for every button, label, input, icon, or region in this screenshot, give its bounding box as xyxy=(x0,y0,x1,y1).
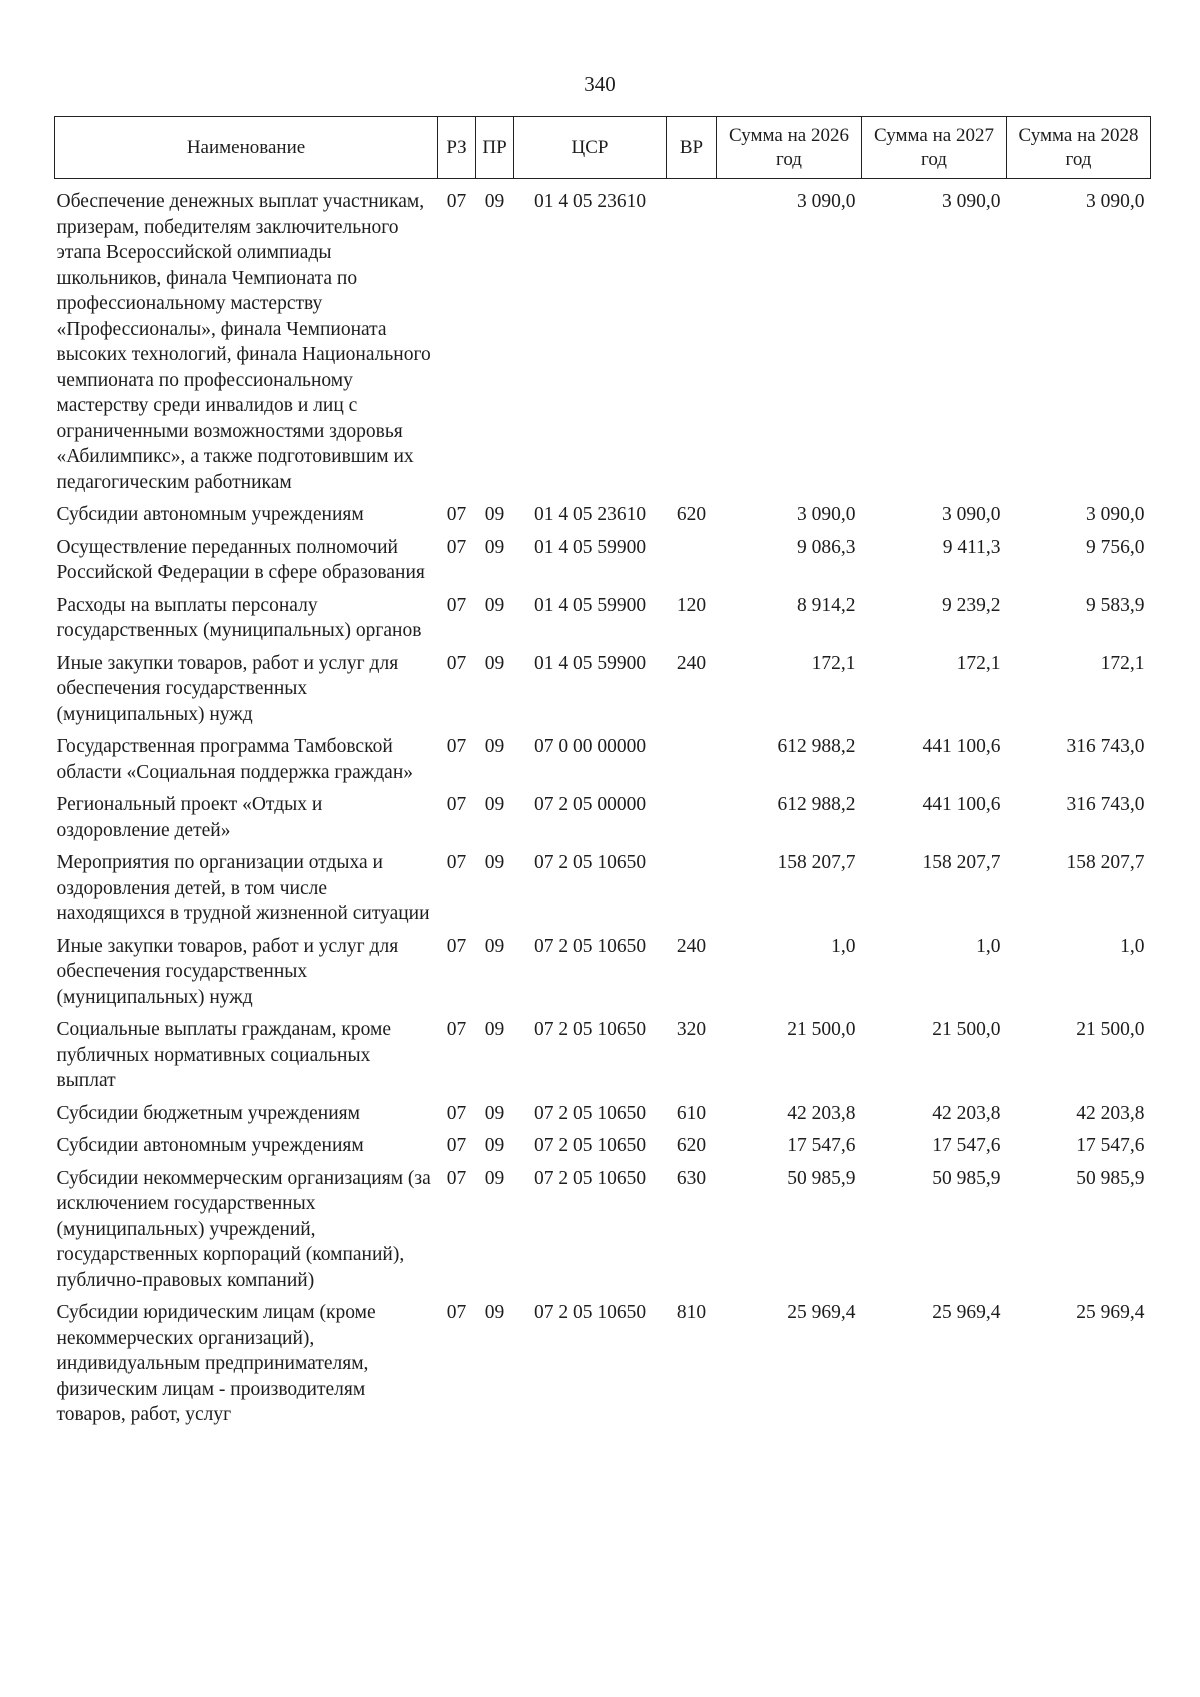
row-sum-2028: 158 207,7 xyxy=(1066,852,1145,873)
row-pr: 09 xyxy=(484,536,505,558)
row-csr: 01 4 05 59900 xyxy=(533,652,647,674)
row-name: Мероприятия по организации отдыха и оздоровления детей, в том числе находящихся в трудной жизненной ситуации xyxy=(56,852,430,924)
row-vr: 630 xyxy=(676,1167,707,1189)
table-body xyxy=(55,179,1151,1429)
row-pr: 09 xyxy=(484,1135,505,1156)
row-name: Социальные выплаты гражданам, кроме публичных нормативных социальных выплат xyxy=(56,1019,391,1091)
row-vr xyxy=(667,529,717,587)
row-rz: 07 xyxy=(446,536,467,558)
row-vr xyxy=(667,179,717,497)
row-sum-2027: 17 547,6 xyxy=(932,1135,1001,1156)
row-name: Субсидии некоммерческим организациям (за исключением государственных (муниципальных) учреждений, государственных корпораций (компаний), публично-правовых компаний) xyxy=(56,1167,431,1291)
row-csr: 07 2 05 10650 xyxy=(533,1167,647,1189)
header-sum-2027: Сумма на 2027 год xyxy=(862,117,1007,179)
header-sum-2026: Сумма на 2026 год xyxy=(717,117,862,179)
row-sum-2026: 612 988,2 xyxy=(777,736,856,757)
table-row xyxy=(55,1160,1151,1295)
row-sum-2026: 3 090,0 xyxy=(797,191,856,212)
row-vr: 620 xyxy=(676,504,707,525)
row-sum-2026: 1,0 xyxy=(831,935,856,957)
row-rz: 07 xyxy=(446,935,467,957)
row-rz: 07 xyxy=(446,504,467,525)
table-row xyxy=(55,179,1151,497)
row-csr: 07 2 05 00000 xyxy=(533,794,647,815)
table-row xyxy=(55,1011,1151,1095)
row-csr: 07 0 00 00000 xyxy=(533,736,647,757)
row-csr: 01 4 05 59900 xyxy=(533,536,647,558)
row-vr xyxy=(667,728,717,786)
row-sum-2028: 42 203,8 xyxy=(1076,1102,1145,1124)
header-csr: ЦСР xyxy=(514,117,667,179)
row-vr: 810 xyxy=(676,1302,707,1323)
row-name: Региональный проект «Отдых и оздоровление детей» xyxy=(56,794,323,841)
row-pr: 09 xyxy=(484,1102,505,1124)
row-vr xyxy=(667,786,717,844)
row-sum-2026: 172,1 xyxy=(811,652,856,674)
header-vr: ВР xyxy=(667,117,717,179)
row-vr: 320 xyxy=(676,1019,707,1040)
row-name: Субсидии бюджетным учреждениям xyxy=(56,1102,360,1124)
table-row xyxy=(55,1095,1151,1128)
row-name: Иные закупки товаров, работ и услуг для обеспечения государственных (муниципальных) нужд xyxy=(56,652,399,725)
row-sum-2028: 1,0 xyxy=(1120,935,1145,957)
row-sum-2026: 21 500,0 xyxy=(787,1019,856,1040)
row-csr: 07 2 05 10650 xyxy=(533,1302,647,1323)
header-pr: ПР xyxy=(476,117,514,179)
row-sum-2028: 316 743,0 xyxy=(1066,736,1145,757)
row-name: Государственная программа Тамбовской области «Социальная поддержка граждан» xyxy=(56,736,414,783)
row-sum-2028: 17 547,6 xyxy=(1076,1135,1145,1156)
row-sum-2027: 172,1 xyxy=(956,652,1001,674)
row-rz: 07 xyxy=(446,736,467,757)
row-name: Иные закупки товаров, работ и услуг для обеспечения государственных (муниципальных) нужд xyxy=(56,935,399,1008)
row-name: Субсидии автономным учреждениям xyxy=(56,1135,364,1156)
row-name: Осуществление переданных полномочий Российской Федерации в сфере образования xyxy=(56,536,425,583)
row-pr: 09 xyxy=(484,736,505,757)
row-csr: 07 2 05 10650 xyxy=(533,1019,647,1040)
row-sum-2027: 25 969,4 xyxy=(932,1302,1001,1323)
row-rz: 07 xyxy=(446,652,467,674)
row-vr: 120 xyxy=(676,594,707,616)
row-rz: 07 xyxy=(446,1135,467,1156)
row-rz: 07 xyxy=(446,852,467,873)
row-sum-2027: 1,0 xyxy=(976,935,1001,957)
row-vr: 610 xyxy=(676,1102,707,1124)
table-row xyxy=(55,587,1151,645)
table-row xyxy=(55,496,1151,529)
row-rz: 07 xyxy=(446,594,467,616)
row-sum-2027: 9 239,2 xyxy=(942,594,1001,616)
row-sum-2027: 21 500,0 xyxy=(932,1019,1001,1040)
row-sum-2027: 3 090,0 xyxy=(942,504,1001,525)
row-sum-2026: 612 988,2 xyxy=(777,794,856,815)
row-vr: 240 xyxy=(676,652,707,674)
row-rz: 07 xyxy=(446,1167,467,1189)
row-pr: 09 xyxy=(484,191,505,212)
row-pr: 09 xyxy=(484,935,505,957)
table-row xyxy=(55,529,1151,587)
header-rz: РЗ xyxy=(438,117,476,179)
row-sum-2028: 3 090,0 xyxy=(1086,504,1145,525)
row-name: Обеспечение денежных выплат участникам, призерам, победителям заключительного этапа Всероссийской олимпиады школьников, финала Чемпионата по профессиональному мастерству «Профессионалы», финала Чемпионата высоких технологий, финала Национального чемпионата по профессиональному мастерству среди инвалидов и лиц с ограниченными возможностями здоровья «Абилимпикс», а также подготовившим их педагогическим работникам xyxy=(56,191,431,493)
table-row xyxy=(55,928,1151,1012)
table-row xyxy=(55,786,1151,844)
row-sum-2026: 158 207,7 xyxy=(777,852,856,873)
row-csr: 07 2 05 10650 xyxy=(533,852,647,873)
row-sum-2028: 9 583,9 xyxy=(1086,594,1145,616)
row-sum-2026: 25 969,4 xyxy=(787,1302,856,1323)
row-vr: 240 xyxy=(676,935,707,957)
row-rz: 07 xyxy=(446,1019,467,1040)
table-row xyxy=(55,728,1151,786)
row-sum-2028: 172,1 xyxy=(1100,652,1145,674)
table-row xyxy=(55,1127,1151,1160)
budget-table xyxy=(54,116,1151,1429)
row-csr: 01 4 05 23610 xyxy=(533,504,647,525)
header-name: Наименование xyxy=(55,117,438,179)
row-pr: 09 xyxy=(484,504,505,525)
row-sum-2027: 50 985,9 xyxy=(932,1167,1001,1189)
row-sum-2028: 21 500,0 xyxy=(1076,1019,1145,1040)
row-vr: 620 xyxy=(676,1135,707,1156)
row-csr: 07 2 05 10650 xyxy=(533,935,647,957)
row-sum-2026: 17 547,6 xyxy=(787,1135,856,1156)
row-sum-2026: 50 985,9 xyxy=(787,1167,856,1189)
row-name: Субсидии автономным учреждениям xyxy=(56,504,364,525)
row-pr: 09 xyxy=(484,1302,505,1323)
row-sum-2026: 42 203,8 xyxy=(787,1102,856,1124)
row-sum-2027: 441 100,6 xyxy=(922,794,1001,815)
row-pr: 09 xyxy=(484,794,505,815)
row-sum-2027: 158 207,7 xyxy=(922,852,1001,873)
row-sum-2028: 3 090,0 xyxy=(1086,191,1145,212)
row-csr: 01 4 05 59900 xyxy=(533,594,647,616)
row-sum-2026: 3 090,0 xyxy=(797,504,856,525)
row-rz: 07 xyxy=(446,191,467,212)
row-sum-2027: 3 090,0 xyxy=(942,191,1001,212)
row-rz: 07 xyxy=(446,1302,467,1323)
row-sum-2028: 9 756,0 xyxy=(1086,536,1145,558)
row-pr: 09 xyxy=(484,1167,505,1189)
row-name: Субсидии юридическим лицам (кроме некоммерческих организаций), индивидуальным предпринимателям, физическим лицам - производителям товаров, работ, услуг xyxy=(56,1302,376,1425)
row-csr: 01 4 05 23610 xyxy=(533,191,647,212)
row-csr: 07 2 05 10650 xyxy=(533,1102,647,1124)
row-pr: 09 xyxy=(484,652,505,674)
row-rz: 07 xyxy=(446,1102,467,1124)
table-header-row xyxy=(55,117,1151,179)
table-row xyxy=(55,645,1151,729)
header-sum-2028: Сумма на 2028 год xyxy=(1007,117,1151,179)
row-sum-2026: 9 086,3 xyxy=(797,536,856,558)
row-pr: 09 xyxy=(484,1019,505,1040)
row-sum-2027: 441 100,6 xyxy=(922,736,1001,757)
row-pr: 09 xyxy=(484,594,505,616)
table-row xyxy=(55,1294,1151,1429)
page-number: 340 xyxy=(584,72,616,96)
table-row xyxy=(55,844,1151,928)
row-sum-2028: 25 969,4 xyxy=(1076,1302,1145,1323)
row-rz: 07 xyxy=(446,794,467,815)
row-vr xyxy=(667,844,717,928)
row-name: Расходы на выплаты персоналу государственных (муниципальных) органов xyxy=(56,594,422,641)
row-sum-2028: 50 985,9 xyxy=(1076,1167,1145,1189)
row-sum-2028: 316 743,0 xyxy=(1066,794,1145,815)
row-sum-2027: 9 411,3 xyxy=(942,536,1001,558)
row-csr: 07 2 05 10650 xyxy=(533,1135,647,1156)
row-sum-2026: 8 914,2 xyxy=(797,594,856,616)
row-sum-2027: 42 203,8 xyxy=(932,1102,1001,1124)
row-pr: 09 xyxy=(484,852,505,873)
